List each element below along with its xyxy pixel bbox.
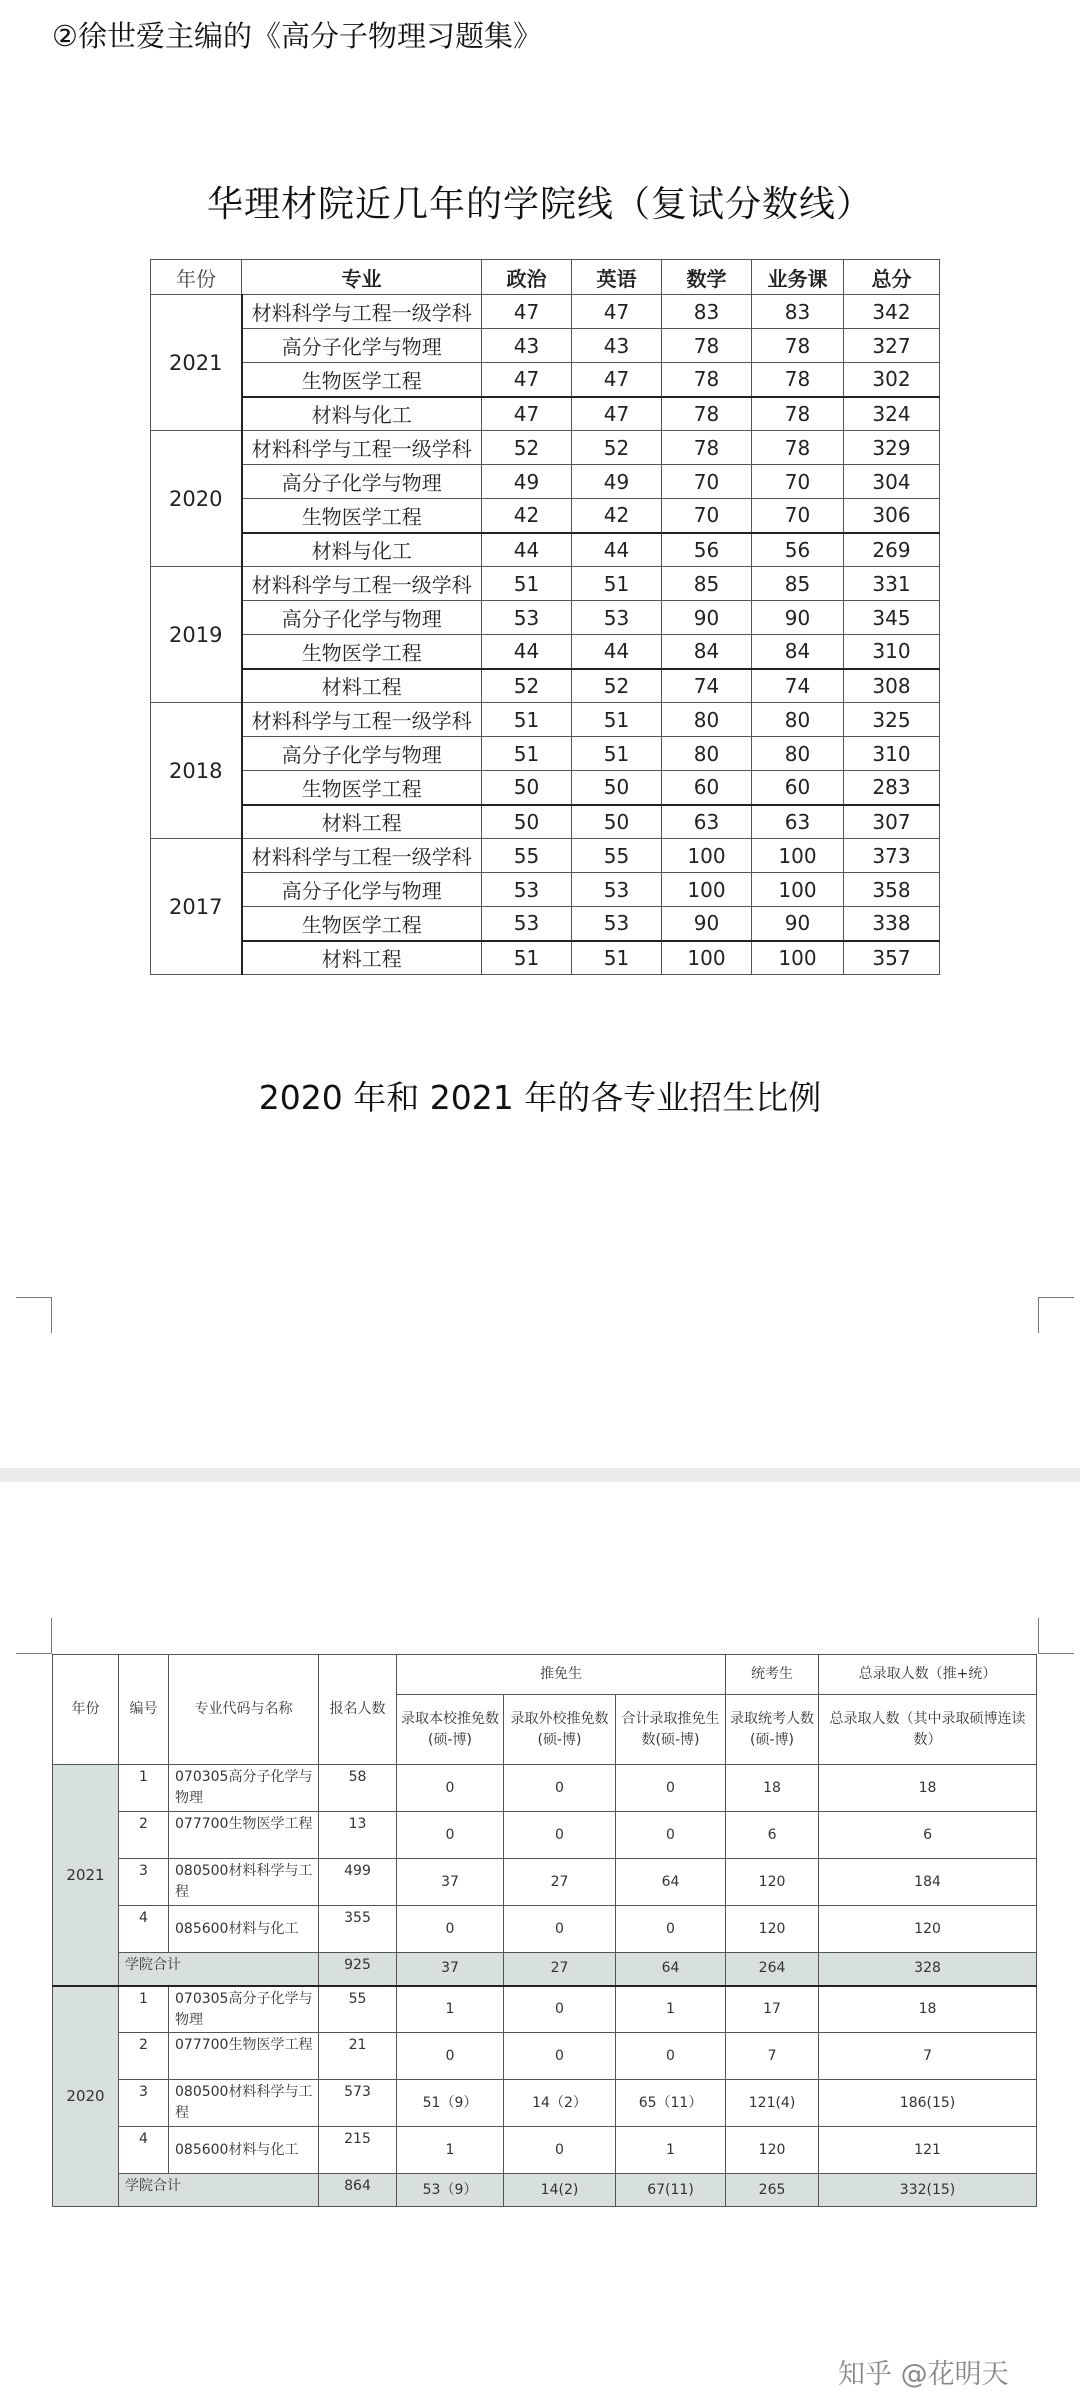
applicants-cell: 13: [319, 1812, 397, 1859]
professional-cell: 78: [752, 329, 844, 363]
tuimian-sum-cell: 1: [616, 1986, 726, 2033]
enrollment-row: [53, 1765, 1037, 1812]
major-cell: 生物医学工程: [242, 771, 482, 805]
total-applicants: 925: [319, 1953, 397, 1986]
header-total: 总分: [844, 260, 940, 295]
major-code-cell: 070305高分子化学与物理: [169, 1986, 319, 2033]
politics-cell: 51: [482, 567, 572, 601]
english-cell: 51: [572, 567, 662, 601]
page-corner-mark: [16, 1297, 52, 1333]
header-politics: 政治: [482, 260, 572, 295]
score-row: [151, 431, 940, 465]
math-cell: 100: [662, 941, 752, 975]
page-corner-mark: [1038, 1297, 1074, 1333]
professional-cell: 83: [752, 295, 844, 329]
major-code-cell: 070305高分子化学与物理: [169, 1765, 319, 1812]
tongkao-cell: 18: [726, 1765, 819, 1812]
watermark-text: 知乎 @花明天: [838, 2359, 1009, 2390]
professional-cell: 100: [752, 839, 844, 873]
header-math: 数学: [662, 260, 752, 295]
professional-cell: 85: [752, 567, 844, 601]
tuimian-sum-cell: 1: [616, 2127, 726, 2174]
header-applicants: 报名人数: [319, 1655, 397, 1765]
professional-cell: 84: [752, 635, 844, 669]
year-cell: 2019: [151, 567, 242, 703]
no-cell: 1: [119, 1986, 169, 2033]
no-cell: 4: [119, 1906, 169, 1953]
major-cell: 高分子化学与物理: [242, 873, 482, 907]
total-cell: 310: [844, 737, 940, 771]
tuimian-sum-cell: 0: [616, 1765, 726, 1812]
major-cell: 生物医学工程: [242, 363, 482, 397]
tuimian-sum-cell: 0: [616, 2033, 726, 2080]
major-code-cell: 077700生物医学工程: [169, 2033, 319, 2080]
major-cell: 高分子化学与物理: [242, 601, 482, 635]
math-cell: 56: [662, 533, 752, 567]
professional-cell: 100: [752, 873, 844, 907]
major-code-cell: 085600材料与化工: [169, 1906, 319, 1953]
math-cell: 70: [662, 465, 752, 499]
no-cell: 2: [119, 1812, 169, 1859]
year-cell: 2020: [53, 1986, 119, 2207]
enrollment-header-row: [53, 1655, 1037, 1695]
english-cell: 50: [572, 771, 662, 805]
english-cell: 44: [572, 635, 662, 669]
english-cell: 51: [572, 703, 662, 737]
applicants-cell: 499: [319, 1859, 397, 1906]
total-admit-cell: 184: [819, 1859, 1037, 1906]
math-cell: 78: [662, 431, 752, 465]
other-school-cell: 0: [504, 1765, 616, 1812]
applicants-cell: 215: [319, 2127, 397, 2174]
enrollment-row: [53, 2127, 1037, 2174]
applicants-cell: 55: [319, 1986, 397, 2033]
major-cell: 高分子化学与物理: [242, 737, 482, 771]
professional-cell: 100: [752, 941, 844, 975]
major-code-cell: 080500材料科学与工程: [169, 1859, 319, 1906]
tuimian-sum-cell: 0: [616, 1906, 726, 1953]
professional-cell: 90: [752, 601, 844, 635]
math-cell: 63: [662, 805, 752, 839]
no-cell: 4: [119, 2127, 169, 2174]
politics-cell: 53: [482, 907, 572, 941]
professional-cell: 78: [752, 431, 844, 465]
other-school-cell: 0: [504, 1812, 616, 1859]
enrollment-row: [53, 1859, 1037, 1906]
note-text: ②徐世爱主编的《高分子物理习题集》: [52, 19, 542, 53]
score-row: [151, 363, 940, 397]
major-cell: 材料科学与工程一级学科: [242, 295, 482, 329]
score-row: [151, 601, 940, 635]
page-break: [0, 1468, 1080, 1482]
score-table: [150, 259, 940, 975]
subheader-own-school: 录取本校推免数(硕-博): [397, 1695, 504, 1765]
major-cell: 材料科学与工程一级学科: [242, 703, 482, 737]
other-school-cell: 0: [504, 1986, 616, 2033]
year-cell: 2017: [151, 839, 242, 975]
english-cell: 50: [572, 805, 662, 839]
header-year: 年份: [151, 260, 242, 295]
total-label: 学院合计: [119, 1953, 319, 1986]
total-tongkao: 264: [726, 1953, 819, 1986]
total-admit-cell: 120: [819, 1906, 1037, 1953]
politics-cell: 42: [482, 499, 572, 533]
own-school-cell: 0: [397, 1765, 504, 1812]
total-cell: 302: [844, 363, 940, 397]
own-school-cell: 37: [397, 1859, 504, 1906]
total-cell: 338: [844, 907, 940, 941]
header-year: 年份: [53, 1655, 119, 1765]
total-cell: 269: [844, 533, 940, 567]
header-tuimian: 推免生: [397, 1655, 726, 1695]
english-cell: 42: [572, 499, 662, 533]
math-cell: 60: [662, 771, 752, 805]
total-admit-cell: 6: [819, 1812, 1037, 1859]
english-cell: 52: [572, 669, 662, 703]
no-cell: 3: [119, 1859, 169, 1906]
tuimian-sum-cell: 64: [616, 1859, 726, 1906]
politics-cell: 53: [482, 601, 572, 635]
major-code-cell: 077700生物医学工程: [169, 1812, 319, 1859]
major-cell: 材料工程: [242, 805, 482, 839]
tuimian-sum-cell: 65（11）: [616, 2080, 726, 2127]
politics-cell: 51: [482, 703, 572, 737]
english-cell: 47: [572, 295, 662, 329]
total-tongkao: 265: [726, 2174, 819, 2207]
score-row: [151, 499, 940, 533]
english-cell: 52: [572, 431, 662, 465]
total-admit: 328: [819, 1953, 1037, 1986]
score-row: [151, 567, 940, 601]
total-cell: 283: [844, 771, 940, 805]
score-row: [151, 703, 940, 737]
total-cell: 306: [844, 499, 940, 533]
total-cell: 358: [844, 873, 940, 907]
politics-cell: 44: [482, 635, 572, 669]
math-cell: 78: [662, 329, 752, 363]
major-cell: 材料工程: [242, 669, 482, 703]
tongkao-cell: 120: [726, 2127, 819, 2174]
professional-cell: 56: [752, 533, 844, 567]
applicants-cell: 355: [319, 1906, 397, 1953]
major-cell: 生物医学工程: [242, 907, 482, 941]
tongkao-cell: 120: [726, 1859, 819, 1906]
total-admit-cell: 18: [819, 1986, 1037, 2033]
politics-cell: 53: [482, 873, 572, 907]
politics-cell: 52: [482, 431, 572, 465]
math-cell: 90: [662, 907, 752, 941]
politics-cell: 47: [482, 363, 572, 397]
total-applicants: 864: [319, 2174, 397, 2207]
header-no: 编号: [119, 1655, 169, 1765]
own-school-cell: 51（9）: [397, 2080, 504, 2127]
major-cell: 材料与化工: [242, 397, 482, 431]
tongkao-cell: 7: [726, 2033, 819, 2080]
politics-cell: 50: [482, 771, 572, 805]
math-cell: 74: [662, 669, 752, 703]
score-row: [151, 873, 940, 907]
tongkao-cell: 6: [726, 1812, 819, 1859]
score-row: [151, 397, 940, 431]
politics-cell: 51: [482, 941, 572, 975]
enrollment-table-title: 2020 年和 2021 年的各专业招生比例: [258, 1078, 822, 1117]
subheader-total-count: 总录取人数（其中录取硕博连读数）: [819, 1695, 1037, 1765]
english-cell: 51: [572, 941, 662, 975]
score-row: [151, 635, 940, 669]
enrollment-row: [53, 2033, 1037, 2080]
other-school-cell: 0: [504, 1906, 616, 1953]
major-cell: 材料科学与工程一级学科: [242, 839, 482, 873]
math-cell: 78: [662, 397, 752, 431]
header-tongkao: 统考生: [726, 1655, 819, 1695]
score-table-title: 华理材院近几年的学院线（复试分数线）: [206, 184, 873, 225]
math-cell: 100: [662, 873, 752, 907]
header-major-code: 专业代码与名称: [169, 1655, 319, 1765]
total-cell: 345: [844, 601, 940, 635]
math-cell: 100: [662, 839, 752, 873]
enrollment-row: [53, 1986, 1037, 2033]
no-cell: 1: [119, 1765, 169, 1812]
major-code-cell: 080500材料科学与工程: [169, 2080, 319, 2127]
major-cell: 材料工程: [242, 941, 482, 975]
score-row: [151, 771, 940, 805]
english-cell: 53: [572, 873, 662, 907]
english-cell: 47: [572, 363, 662, 397]
enrollment-row: [53, 1906, 1037, 1953]
applicants-cell: 21: [319, 2033, 397, 2080]
applicants-cell: 58: [319, 1765, 397, 1812]
politics-cell: 44: [482, 533, 572, 567]
politics-cell: 43: [482, 329, 572, 363]
major-cell: 材料科学与工程一级学科: [242, 567, 482, 601]
subheader-tongkao-count: 录取统考人数(硕-博): [726, 1695, 819, 1765]
other-school-cell: 0: [504, 2033, 616, 2080]
subheader-tuimian-sum: 合计录取推免生数(硕-博): [616, 1695, 726, 1765]
major-cell: 高分子化学与物理: [242, 329, 482, 363]
score-row: [151, 805, 940, 839]
total-own-school: 37: [397, 1953, 504, 1986]
english-cell: 43: [572, 329, 662, 363]
score-row: [151, 533, 940, 567]
total-tuimian-sum: 64: [616, 1953, 726, 1986]
total-admit-cell: 121: [819, 2127, 1037, 2174]
major-cell: 高分子化学与物理: [242, 465, 482, 499]
score-row: [151, 669, 940, 703]
total-tuimian-sum: 67(11): [616, 2174, 726, 2207]
header-professional: 业务课: [752, 260, 844, 295]
other-school-cell: 14（2）: [504, 2080, 616, 2127]
header-english: 英语: [572, 260, 662, 295]
score-row: [151, 329, 940, 363]
score-row: [151, 295, 940, 329]
enrollment-row: [53, 2080, 1037, 2127]
own-school-cell: 1: [397, 2127, 504, 2174]
politics-cell: 47: [482, 397, 572, 431]
applicants-cell: 573: [319, 2080, 397, 2127]
total-cell: 308: [844, 669, 940, 703]
total-admit-cell: 18: [819, 1765, 1037, 1812]
math-cell: 80: [662, 737, 752, 771]
english-cell: 47: [572, 397, 662, 431]
professional-cell: 78: [752, 397, 844, 431]
enrollment-row: [53, 1812, 1037, 1859]
tongkao-cell: 120: [726, 1906, 819, 1953]
subheader-other-school: 录取外校推免数(硕-博): [504, 1695, 616, 1765]
total-other-school: 27: [504, 1953, 616, 1986]
total-other-school: 14(2): [504, 2174, 616, 2207]
total-own-school: 53（9）: [397, 2174, 504, 2207]
total-cell: 310: [844, 635, 940, 669]
total-cell: 324: [844, 397, 940, 431]
english-cell: 49: [572, 465, 662, 499]
year-cell: 2020: [151, 431, 242, 567]
math-cell: 84: [662, 635, 752, 669]
professional-cell: 80: [752, 737, 844, 771]
total-cell: 307: [844, 805, 940, 839]
math-cell: 85: [662, 567, 752, 601]
math-cell: 90: [662, 601, 752, 635]
page-corner-mark: [1038, 1618, 1074, 1654]
year-cell: 2021: [53, 1765, 119, 1986]
major-cell: 生物医学工程: [242, 635, 482, 669]
professional-cell: 78: [752, 363, 844, 397]
total-admit-cell: 186(15): [819, 2080, 1037, 2127]
total-cell: 373: [844, 839, 940, 873]
own-school-cell: 0: [397, 1906, 504, 1953]
total-cell: 329: [844, 431, 940, 465]
politics-cell: 51: [482, 737, 572, 771]
math-cell: 70: [662, 499, 752, 533]
professional-cell: 74: [752, 669, 844, 703]
math-cell: 78: [662, 363, 752, 397]
tongkao-cell: 17: [726, 1986, 819, 2033]
college-total-row: [53, 2174, 1037, 2207]
professional-cell: 63: [752, 805, 844, 839]
own-school-cell: 0: [397, 2033, 504, 2080]
total-cell: 357: [844, 941, 940, 975]
header-major: 专业: [242, 260, 482, 295]
professional-cell: 80: [752, 703, 844, 737]
english-cell: 53: [572, 601, 662, 635]
score-row: [151, 839, 940, 873]
total-admit-cell: 7: [819, 2033, 1037, 2080]
english-cell: 55: [572, 839, 662, 873]
own-school-cell: 1: [397, 1986, 504, 2033]
math-cell: 83: [662, 295, 752, 329]
other-school-cell: 27: [504, 1859, 616, 1906]
major-cell: 生物医学工程: [242, 499, 482, 533]
total-cell: 325: [844, 703, 940, 737]
professional-cell: 70: [752, 499, 844, 533]
total-cell: 331: [844, 567, 940, 601]
no-cell: 3: [119, 2080, 169, 2127]
english-cell: 53: [572, 907, 662, 941]
score-row: [151, 941, 940, 975]
professional-cell: 70: [752, 465, 844, 499]
politics-cell: 55: [482, 839, 572, 873]
year-cell: 2018: [151, 703, 242, 839]
total-admit: 332(15): [819, 2174, 1037, 2207]
english-cell: 51: [572, 737, 662, 771]
score-row: [151, 465, 940, 499]
college-total-row: [53, 1953, 1037, 1986]
header-total-admit: 总录取人数（推+统）: [819, 1655, 1037, 1695]
politics-cell: 49: [482, 465, 572, 499]
total-cell: 327: [844, 329, 940, 363]
major-cell: 材料科学与工程一级学科: [242, 431, 482, 465]
other-school-cell: 0: [504, 2127, 616, 2174]
enrollment-table: [52, 1654, 1037, 2207]
math-cell: 80: [662, 703, 752, 737]
year-cell: 2021: [151, 295, 242, 431]
professional-cell: 90: [752, 907, 844, 941]
professional-cell: 60: [752, 771, 844, 805]
score-row: [151, 737, 940, 771]
score-row: [151, 907, 940, 941]
tuimian-sum-cell: 0: [616, 1812, 726, 1859]
own-school-cell: 0: [397, 1812, 504, 1859]
score-table-header: [151, 260, 940, 295]
politics-cell: 47: [482, 295, 572, 329]
english-cell: 44: [572, 533, 662, 567]
total-cell: 304: [844, 465, 940, 499]
total-cell: 342: [844, 295, 940, 329]
major-code-cell: 085600材料与化工: [169, 2127, 319, 2174]
major-cell: 材料与化工: [242, 533, 482, 567]
no-cell: 2: [119, 2033, 169, 2080]
page-corner-mark: [16, 1618, 52, 1654]
politics-cell: 52: [482, 669, 572, 703]
politics-cell: 50: [482, 805, 572, 839]
tongkao-cell: 121(4): [726, 2080, 819, 2127]
total-label: 学院合计: [119, 2174, 319, 2207]
